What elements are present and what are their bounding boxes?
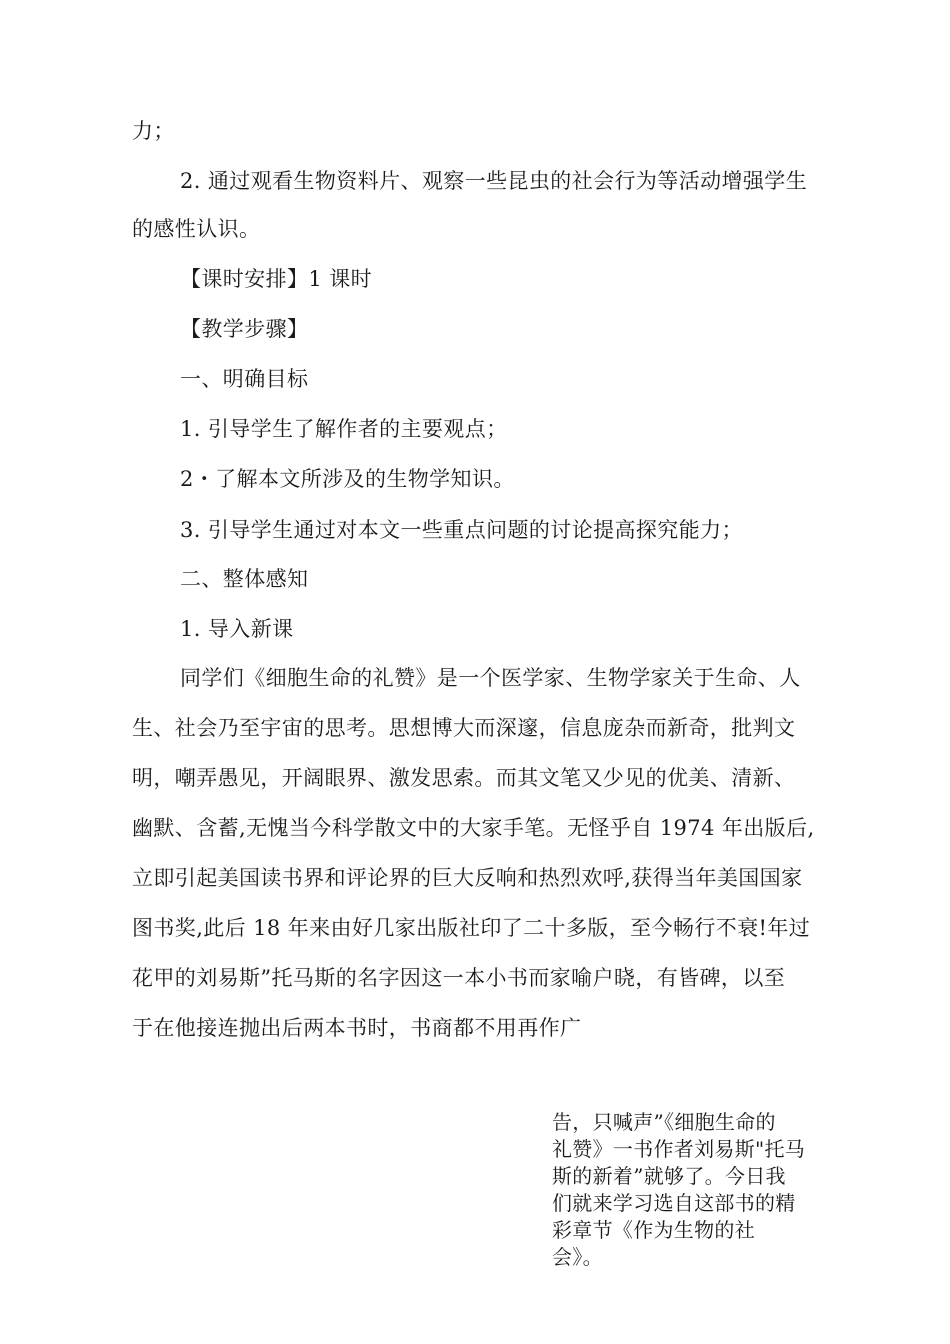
paragraph-line: 明，嘲弄愚见，开阔眼界、激发思索。而其文笔又少见的优美、清新、 bbox=[132, 766, 796, 790]
paragraph-line: 于在他接连抛出后两本书时，书商都不用再作广 bbox=[132, 1016, 582, 1040]
paragraph-line: 花甲的刘易斯”托马斯的名字因这一本小书而家喻户晓，有皆碑，以至 bbox=[132, 966, 786, 990]
text-line: 的感性认识。 bbox=[132, 217, 261, 241]
list-item: 1. 引导学生了解作者的主要观点； bbox=[180, 417, 508, 441]
paragraph-line: 立即引起美国读书界和评论界的巨大反响和热烈欢呼,获得当年美国国家 bbox=[132, 866, 803, 890]
section-heading: 【课时安排】1 课时 bbox=[180, 267, 373, 291]
list-item: 1. 导入新课 bbox=[180, 617, 294, 641]
paragraph-line: 图书奖,此后 18 年来由好几家出版社印了二十多版，至今畅行不衰!年过 bbox=[132, 916, 811, 940]
continuation-line: 告，只喊声”《细胞生命的 bbox=[552, 1110, 776, 1134]
text-line: 2. 通过观看生物资料片、观察一些昆虫的社会行为等活动增强学生 bbox=[180, 169, 808, 193]
paragraph-line: 幽默、含蓄,无愧当今科学散文中的大家手笔。无怪乎自 1974 年出版后, bbox=[132, 816, 815, 840]
continuation-line: 彩章节《作为生物的社 bbox=[552, 1218, 755, 1242]
paragraph-line: 同学们《细胞生命的礼赞》是一个医学家、生物学家关于生命、人 bbox=[180, 666, 801, 690]
list-item: 2・了解本文所涉及的生物学知识。 bbox=[180, 467, 515, 491]
section-heading: 【教学步骤】 bbox=[180, 317, 309, 341]
section-heading: 一、明确目标 bbox=[180, 367, 309, 391]
continuation-line: 斯的新着”就够了。今日我 bbox=[552, 1164, 786, 1188]
text-line: 力； bbox=[132, 119, 175, 143]
continuation-line: 们就来学习选自这部书的精 bbox=[552, 1191, 796, 1215]
continuation-line: 礼赞》一书作者刘易斯"托马 bbox=[552, 1137, 806, 1161]
section-heading: 二、整体感知 bbox=[180, 567, 309, 591]
paragraph-line: 生、社会乃至宇宙的思考。思想博大而深邃，信息庞杂而新奇，批判文 bbox=[132, 716, 796, 740]
continuation-line: 会》。 bbox=[552, 1245, 603, 1269]
list-item: 3. 引导学生通过对本文一些重点问题的讨论提高探究能力； bbox=[180, 518, 743, 542]
